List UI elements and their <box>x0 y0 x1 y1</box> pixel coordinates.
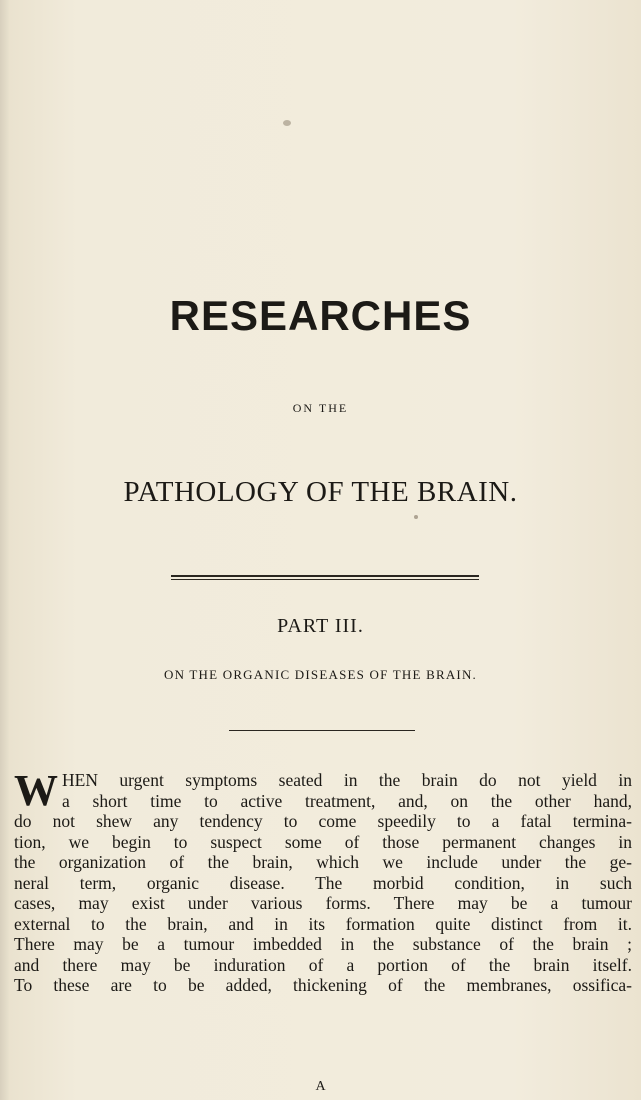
book-subtitle: PATHOLOGY OF THE BRAIN. <box>123 476 518 508</box>
section-divider <box>229 730 415 731</box>
text-line: neral term, organic disease. The morbid condition, in such <box>14 872 632 893</box>
page-gutter-shadow <box>0 0 10 1100</box>
text-line: To these are to be added, thickening of the membranes, ossifica- <box>14 975 632 995</box>
signature-mark: A <box>315 1079 326 1094</box>
text-line: a short time to active treatment, and, on the other hand, <box>62 790 632 811</box>
text-line: external to the brain, and in its formation quite distinct from it. <box>14 913 632 934</box>
body-paragraph <box>14 766 632 996</box>
text-line: tion, we begin to suspect some of those permanent changes in <box>14 831 632 852</box>
ink-speck <box>414 515 418 519</box>
text-line: There may be a tumour imbedded in the substance of the brain ; <box>14 934 632 954</box>
drop-cap: W <box>14 766 58 815</box>
book-title: RESEARCHES <box>169 292 472 339</box>
part-heading: PART III. <box>277 615 364 637</box>
part-subheading: ON THE ORGANIC DISEASES OF THE BRAIN. <box>164 667 477 682</box>
decorative-rule <box>171 575 479 577</box>
text-line: HEN urgent symptoms seated in the brain do not yield in <box>62 770 632 790</box>
ink-speck <box>283 120 291 126</box>
text-line: the organization of the brain, which we include under the ge- <box>14 852 632 872</box>
title-connector: ON THE <box>292 401 349 415</box>
decorative-rule <box>171 579 479 580</box>
text-line: cases, may exist under various forms. There may be a tumour <box>14 893 632 913</box>
text-line: and there may be induration of a portion of the brain itself. <box>14 954 632 975</box>
text-line: do not shew any tendency to come speedily to a fatal termina- <box>14 811 632 831</box>
